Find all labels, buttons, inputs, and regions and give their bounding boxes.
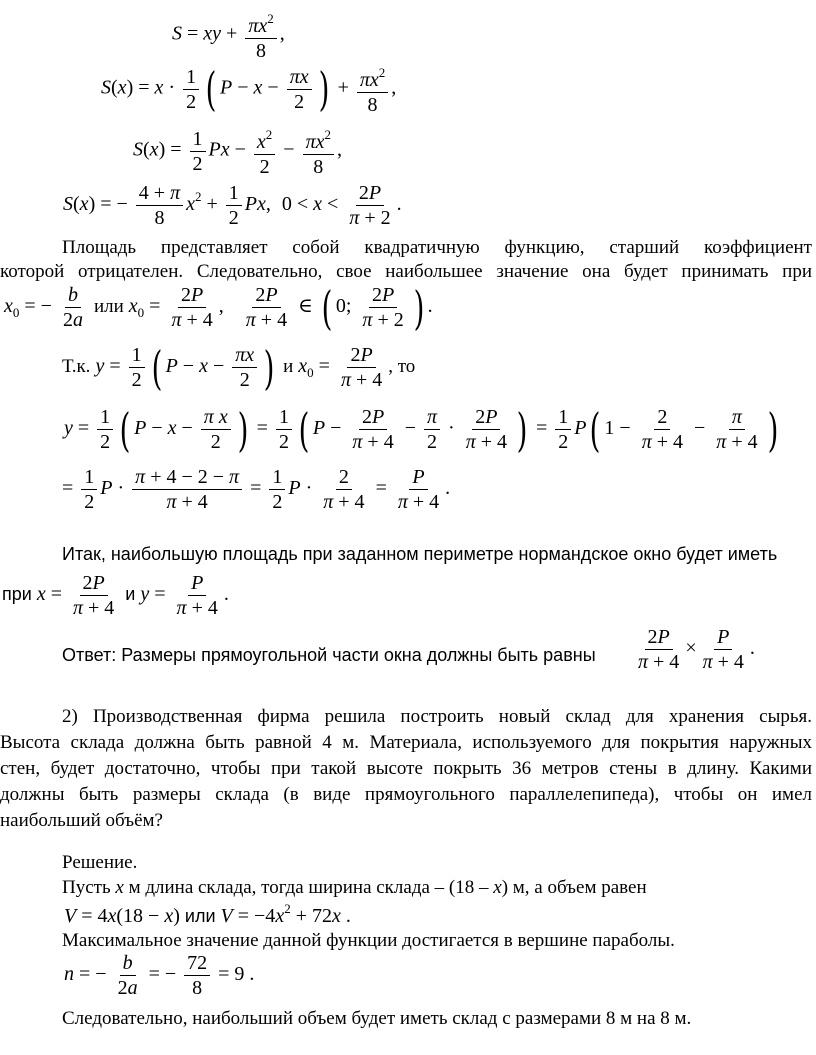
formula-since-y: Т.к. y = $\frac{1}{2}$ ( P − x − $\frac{\pi x}{2}$ ) и $x_0$ = $\frac{2P}{\pi + 4}$ , то: [62, 340, 416, 395]
word-to: , то: [388, 356, 416, 378]
word-i: и: [283, 356, 294, 378]
formula-x0-vertex: $x_0$ = − $\frac{b}{2a}$ или $x_0$ = $\frac{2P}{\pi + 4}$ , $\frac{2P}{\pi + 4}$ ∈ ( 0; $\frac{2P}{\pi + 2}$ ) .: [4, 280, 433, 335]
word-i-itak: и: [125, 584, 136, 605]
formula-itak-result: при x = $\frac{2P}{\pi + 4}$ и y = $\frac{P}{\pi + 4}$ .: [2, 572, 229, 619]
formula-s-area: S = xy + $\frac{\pi x^2}{8}$ ,: [172, 8, 285, 62]
word-ili-volume: или: [184, 906, 216, 926]
solution-heading: Решение.: [62, 852, 138, 873]
formula-volume: V = 4x(18 − x) или $V = -4x^2 + 72x$ .: [64, 901, 351, 927]
let-a: Пусть: [62, 877, 111, 898]
problem2-line3: стен, будет достаточно, чтобы при такой высоте покрыть 36 метров стены в длину. Какими: [0, 758, 812, 779]
answer-text: Ответ: Размеры прямоугольной части окна должны быть равны: [62, 645, 596, 665]
formula-s-of-x-1: S(x) = x · $\frac{1}{2}$ ( P − x − $\frac{\pi x}{2}$ ) + $\frac{\pi x^2}{8}$ ,: [101, 62, 397, 116]
let-b: м длина склада, тогда ширина склада – (18 –: [128, 877, 489, 898]
formula-s-of-x-3: S(x) = − $\frac{4 + \pi}{8}$ $x^2$ + $\frac{1}{2}$ Px, 0 < x < $\frac{2P}{\pi + 2}$ .: [63, 182, 402, 229]
formula-vertex-n: n = − $\frac{b}{2a}$ = − $\frac{72}{8}$ = 9 .: [64, 952, 255, 999]
word-tk: Т.к.: [62, 356, 91, 378]
solution-max-text: Максимальное значение данной функции достигается в вершине параболы.: [62, 930, 675, 951]
problem2-line5: наибольший объём?: [0, 810, 163, 831]
paragraph-quadratic-line2: которой отрицателен. Следовательно, свое наибольшее значение она будет принимать при: [0, 261, 812, 282]
word-ili: или: [93, 296, 124, 318]
problem2-line4: должны быть размеры склада (в виде прямоугольного параллелепипеда), чтобы он имел: [0, 784, 812, 805]
solution-conclusion: Следовательно, наибольший объем будет иметь склад с размерами 8 м на 8 м.: [62, 1008, 692, 1029]
formula-s-of-x-2: S(x) = $\frac{1}{2}$ Px − $\frac{x^2}{2}$ − $\frac{\pi x^2}{8}$ ,: [133, 124, 342, 178]
paragraph-quadratic-line1: Площадь представляет собой квадратичную функцию, старший коэффициент: [62, 237, 812, 258]
problem2-line2: Высота склада должна быть равной 4 м. Материала, используемого для покрытия наружных: [0, 732, 812, 753]
formula-y-computation-2: = $\frac{1}{2}$ P · $\frac{\pi + 4 - 2 - \pi}{\pi + 4}$ = $\frac{1}{2}$ P · $\frac{2}{\pi + 4}$ = $\frac{P}{\pi + 4}$ .: [62, 466, 451, 513]
let-c: ) м, а объем равен: [501, 877, 647, 898]
word-pri: при: [2, 584, 32, 605]
paragraph-itak-line1: Итак, наибольшую площадь при заданном периметре нормандское окно будет иметь: [62, 544, 778, 564]
problem2-line1: 2) Производственная фирма решила построить новый склад для хранения сырья.: [62, 706, 812, 727]
solution-let-line: Пусть x м длина склада, тогда ширина склада – (18 – x) м, а объем равен: [62, 877, 647, 898]
formula-y-computation-1: y = $\frac{1}{2}$ ( P − x − $\frac{\text{π x}}{2}$ ) = $\frac{1}{2}$ ( P − $\frac{2P}{\pi + 4}$ − $\frac{\pi}{2}$ · $\frac{2P}{\pi + 4}$ ) = $\frac{1}{2}$ P( 1 − $\frac{2}{\pi + 4}$ − $\frac{\pi}{\pi + 4}$ ): [64, 402, 778, 457]
formula-answer: $\frac{2P}{\pi + 4}$ × $\frac{P}{\pi + 4}$ .: [638, 626, 755, 673]
